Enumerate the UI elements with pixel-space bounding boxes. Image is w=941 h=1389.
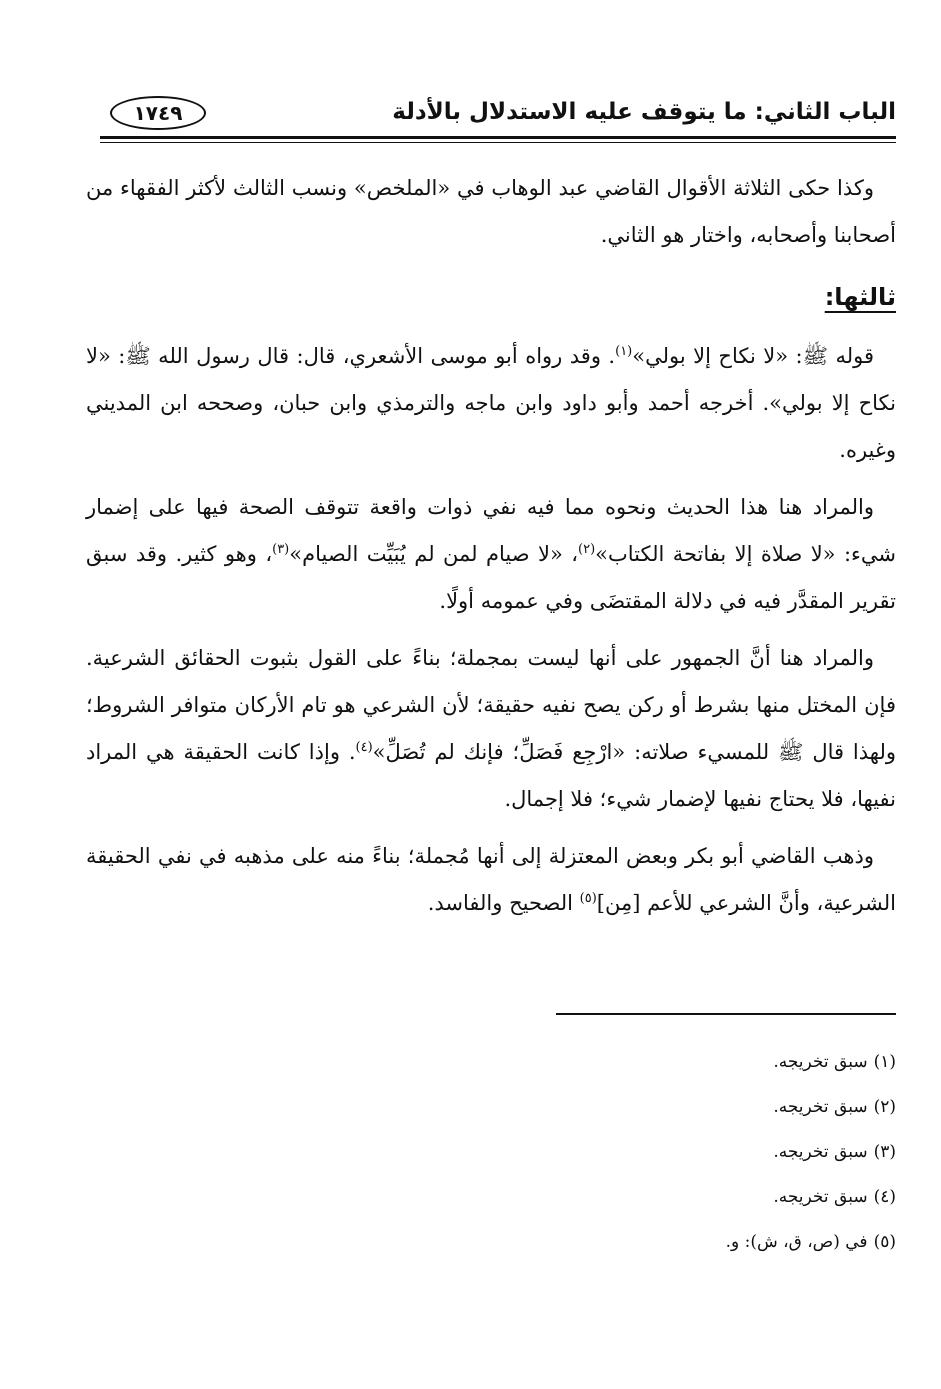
footnote-ref-4[interactable]: (٤)	[355, 740, 373, 755]
footnote-number: (٤)	[873, 1187, 896, 1207]
footnote-text: سبق تخريجه.	[773, 1142, 868, 1162]
paragraph-3	[86, 484, 896, 625]
footnote-number: (٣)	[873, 1142, 896, 1162]
footnote-item	[196, 1130, 896, 1175]
paragraph-4-part-a: والمراد هنا أنَّ الجمهور على أنها ليست بمجملة؛ بناءً على القول بثبوت الحقائق الشرعية. فإن المختل منها بشرط أو ركن يصح نفيه حقيقة؛ لأن الشرعي هو تام الأركان متوافر الشروط؛ ولهذا قال ﷺ للمسيء صلاته: «ارْجِع فَصَلِّ؛ فإنك لم تُصَلِّ»	[86, 646, 896, 764]
paragraph-1: وكذا حكى الثلاثة الأقوال القاضي عبد الوهاب في «الملخص» ونسب الثالث لأكثر الفقهاء من أصحابنا وأصحابه، واختار هو الثاني.	[86, 176, 896, 247]
footnotes	[196, 1040, 896, 1265]
footnote-text: سبق تخريجه.	[773, 1187, 868, 1207]
footnote-ref-3[interactable]: (٣)	[272, 542, 290, 557]
paragraph-4	[86, 635, 896, 823]
paragraph-5-part-b: الصحيح والفاسد.	[427, 891, 580, 915]
footnote-number: (٢)	[873, 1097, 896, 1117]
footnote-text: سبق تخريجه.	[773, 1097, 868, 1117]
footnote-ref-1[interactable]: (١)	[615, 344, 633, 359]
footnote-text: في (ص، ق، ش): و.	[725, 1232, 868, 1252]
page-number: ١٧٤٩	[110, 96, 206, 130]
footnote-separator	[556, 1013, 896, 1015]
footnote-item	[196, 1220, 896, 1265]
header-rule	[100, 136, 896, 139]
footnote-text: سبق تخريجه.	[773, 1052, 868, 1072]
paragraph-4-part-b: . وإذا كانت الحقيقة هي المراد نفيها، فلا يحتاج نفيها لإضمار شيء؛ فلا إجمال.	[86, 740, 896, 811]
footnote-number: (١)	[873, 1052, 896, 1072]
footnote-ref-5[interactable]: (٥)	[579, 891, 597, 906]
footnote-item	[196, 1085, 896, 1130]
footnote-number: (٥)	[873, 1232, 896, 1252]
paragraph-2	[86, 333, 896, 474]
paragraph-3-part-a: والمراد هنا هذا الحديث ونحوه مما فيه نفي ذوات واقعة تتوقف الصحة فيها على إضمار شيء: «لا صلاة إلا بفاتحة الكتاب»	[86, 495, 896, 566]
footnote-item	[196, 1040, 896, 1085]
running-header	[100, 92, 896, 142]
paragraph-3-part-c: ، وهو كثير. وقد سبق تقرير المقدَّر فيه في دلالة المقتضَى وفي عمومه أولًا.	[86, 542, 896, 613]
chapter-title: الباب الثاني: ما يتوقف عليه الاستدلال بالأدلة	[392, 99, 896, 125]
header-rule-thin	[100, 142, 896, 143]
paragraph-5	[86, 833, 896, 927]
paragraph-5-part-a: وذهب القاضي أبو بكر وبعض المعتزلة إلى أنها مُجملة؛ بناءً منه على مذهبه في نفي الحقيقة الشرعية، وأنَّ الشرعي للأعم [مِن]	[86, 844, 896, 915]
paragraph-3-part-b: ، «لا صيام لمن لم يُبَيِّت الصيام»	[289, 542, 578, 566]
main-text	[86, 165, 896, 937]
footnote-ref-2[interactable]: (٢)	[578, 542, 596, 557]
paragraph-2-part-a: قوله ﷺ: «لا نكاح إلا بولي»	[632, 344, 874, 368]
section-heading: ثالثها:	[824, 283, 896, 311]
footnote-item	[196, 1175, 896, 1220]
paragraph-2-part-b: . وقد رواه أبو موسى الأشعري، قال: قال رسول الله ﷺ: «لا نكاح إلا بولي». أخرجه أحمد وأبو داود وابن ماجه والترمذي وابن حبان، وصححه ابن المديني وغيره.	[86, 344, 896, 462]
